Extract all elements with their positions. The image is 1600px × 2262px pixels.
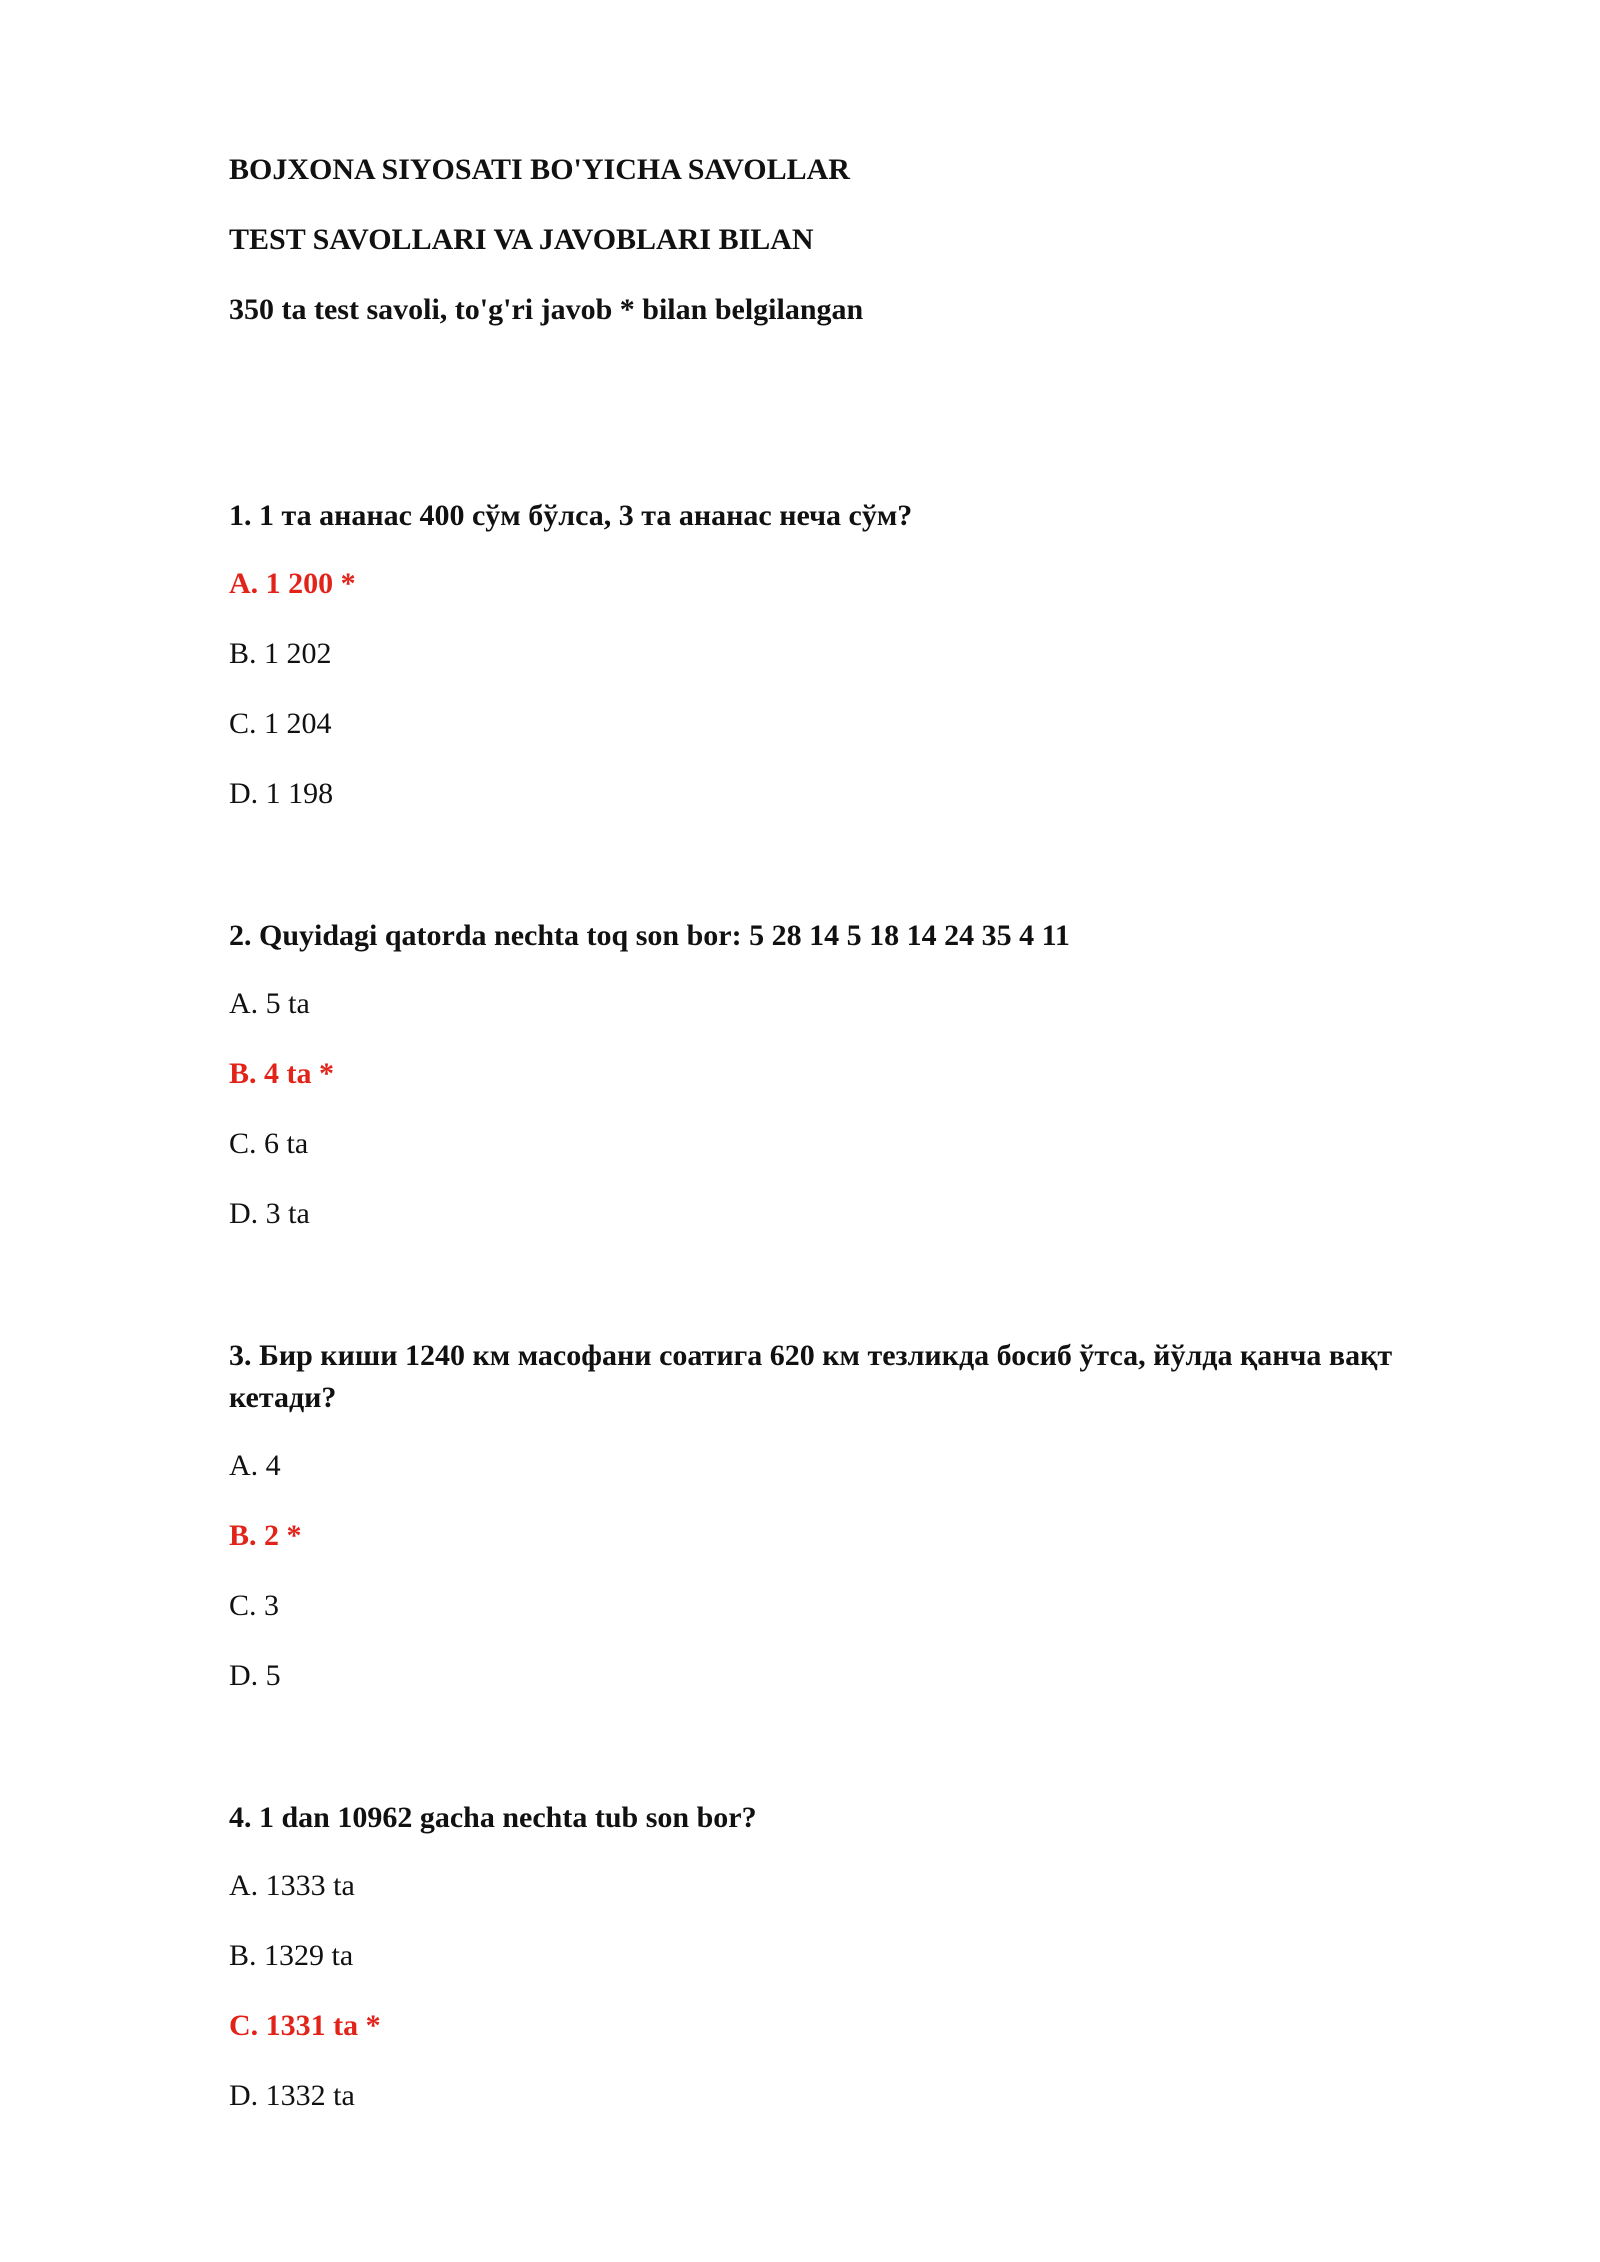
answer-option-c: C. 1331 ta * (229, 2009, 381, 2042)
answer-option-a: A. 1333 ta (229, 1869, 355, 1902)
question-text: 3. Бир киши 1240 км масофани соатига 620 км тезликда босиб ўтса, йўлда қанча вақт кетади? (229, 1339, 1393, 1414)
document-description: 350 ta test savoli, to'g'ri javob * bilan belgilangan (229, 293, 864, 326)
question-spacer (229, 1264, 1499, 1335)
header-spacer (229, 360, 1499, 495)
question-text: 2. Quyidagi qatorda nechta toq son bor: 5 28 14 5 18 14 24 35 4 11 (229, 919, 1070, 952)
answer-option-a: A. 4 (229, 1449, 281, 1482)
document-content (229, 150, 1499, 2146)
question-text: 4. 1 dan 10962 gacha nechta tub son bor? (229, 1801, 757, 1834)
answer-option-b: B. 2 * (229, 1519, 302, 1552)
question-1 (229, 495, 1499, 814)
answer-option-c: C. 1 204 (229, 707, 332, 740)
answer-option-b: B. 1 202 (229, 637, 332, 670)
answer-option-b: B. 1329 ta (229, 1939, 354, 1972)
question-3 (229, 1335, 1499, 1696)
answer-option-d: D. 5 (229, 1659, 281, 1692)
answer-option-b: B. 4 ta * (229, 1057, 334, 1090)
document-title: BOJXONA SIYOSATI BO'YICHA SAVOLLAR (229, 153, 850, 186)
answer-option-c: C. 6 ta (229, 1127, 309, 1160)
question-2 (229, 915, 1499, 1234)
answer-option-d: D. 3 ta (229, 1197, 310, 1230)
question-4 (229, 1797, 1499, 2116)
answer-option-d: D. 1332 ta (229, 2079, 355, 2112)
question-text: 1. 1 та ананас 400 сўм бўлса, 3 та ананас неча сўм? (229, 499, 913, 532)
answer-option-a: A. 1 200 * (229, 567, 356, 600)
document-subtitle: TEST SAVOLLARI VA JAVOBLARI BILAN (229, 223, 814, 256)
question-spacer (229, 1726, 1499, 1797)
answer-option-a: A. 5 ta (229, 987, 310, 1020)
answer-option-c: C. 3 (229, 1589, 280, 1622)
question-spacer (229, 844, 1499, 915)
answer-option-d: D. 1 198 (229, 777, 334, 810)
